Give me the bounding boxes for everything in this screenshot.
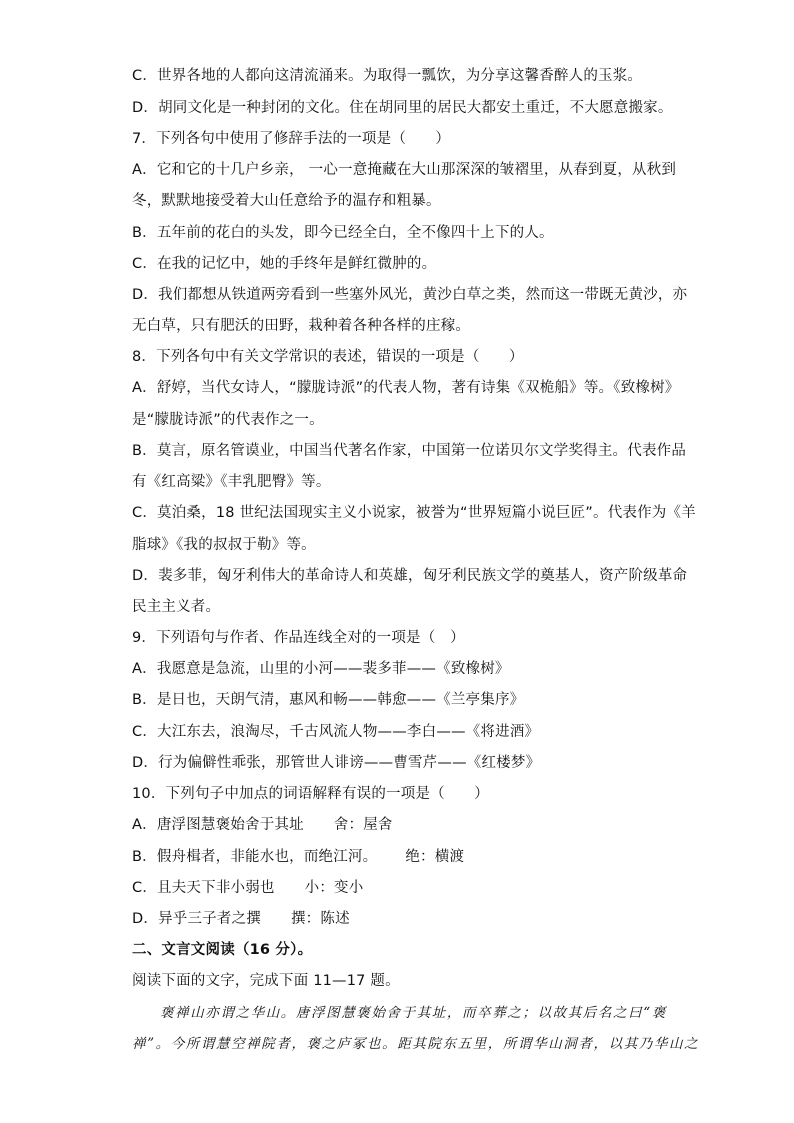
q10-option-a-gloss: 舍：屋舍 <box>333 817 393 833</box>
q10-option-b-gloss: 绝：横渡 <box>405 849 465 865</box>
q8-option-d-line1: D．裴多菲，匈牙利伟大的革命诗人和英雄，匈牙利民族文学的奠基人，资产阶级革命 <box>132 568 688 584</box>
q10-option-d-gloss: 撰：陈述 <box>290 911 350 927</box>
q10-option-c-gloss: 小：变小 <box>304 880 364 896</box>
q7-option-c: C．在我的记忆中，她的手终年是鲜红微肿的。 <box>132 256 437 272</box>
q10-option-d <box>132 909 350 929</box>
q6-option-d: D．胡同文化是一种封闭的文化。住在胡同里的居民大都安土重迁，不大愿意搬家。 <box>132 100 673 116</box>
q10-question: 10．下列句子中加点的词语解释有误的一项是（ ） <box>132 786 489 802</box>
q8-option-b-line2: 有《红高粱》《丰乳肥臀》等。 <box>132 474 331 490</box>
q8-option-d-line2: 民主主义者。 <box>132 599 221 615</box>
q8-question: 8．下列各句中有关文学常识的表述，错误的一项是（ ） <box>132 349 524 365</box>
q8-option-c-line1: C．莫泊桑，18 世纪法国现实主义小说家，被誉为“世界短篇小说巨匠”。代表作为《羊 <box>132 505 696 521</box>
q6-option-c: C．世界各地的人都向这清流涌来。为取得一瓢饮，为分享这馨香醉人的玉浆。 <box>132 68 643 84</box>
section-heading: 二、文言文阅读（16 分）。 <box>132 942 313 958</box>
reading-instruction: 阅读下面的文字，完成下面 11—17 题。 <box>132 973 400 989</box>
q8-option-a-line2: 是“朦胧诗派”的代表作之一。 <box>132 412 324 428</box>
q9-option-b: B．是日也，天朗气清，惠风和畅——韩愈——《兰亭集序》 <box>132 692 525 708</box>
q10-option-b-text: B．假舟楫者，非能水也，而绝江河。 <box>132 849 378 865</box>
q7-option-a-line2: 冬，默默地接受着大山任意给予的温存和粗暴。 <box>132 193 441 209</box>
q8-option-b-line1: B．莫言，原名管谟业，中国当代著名作家，中国第一位诺贝尔文学奖得主。代表作品 <box>132 443 687 459</box>
q9-option-c: C．大江东去，浪淘尽，千古风流人物——李白——《将进酒》 <box>132 724 540 740</box>
q10-option-c <box>132 878 363 898</box>
q9-option-a: A．我愿意是急流，山里的小河——裴多菲——《致橡树》 <box>132 661 510 677</box>
q7-option-d-line2: 无白草，只有肥沃的田野，栽种着各种各样的庄稼。 <box>132 318 471 334</box>
q7-option-b: B．五年前的花白的头发，即今已经全白，全不像四十上下的人。 <box>132 225 554 241</box>
q10-option-d-text: D．异乎三子者之撰 <box>132 911 261 927</box>
q7-option-d-line1: D．我们都想从铁道两旁看到一些塞外风光，黄沙白草之类，然而这一带既无黄沙，亦 <box>132 287 688 303</box>
q10-option-c-text: C．且夫天下非小弱也 <box>132 880 275 896</box>
q9-option-d: D．行为偏僻性乖张，那管世人诽谤——曹雪芹——《红楼梦》 <box>132 755 541 771</box>
passage-line-2: 禅”。今所谓慧空禅院者，褒之庐冢也。距其院东五里，所谓华山洞者，以其乃华山之 <box>132 1036 700 1052</box>
passage-line-1: 褒禅山亦谓之华山。唐浮图慧褒始舍于其址，而卒葬之；以故其后名之曰“褒 <box>160 1005 667 1021</box>
q10-option-b <box>132 847 464 867</box>
q9-question: 9．下列语句与作者、作品连线全对的一项是（ ） <box>132 630 465 646</box>
q7-option-a-line1: A．它和它的十几户乡亲， 一心一意掩藏在大山那深深的皱褶里，从春到夏，从秋到 <box>132 162 677 178</box>
q8-option-a-line1: A．舒婷，当代女诗人，“朦胧诗派”的代表人物，著有诗集《双桅船》等。《致橡树》 <box>132 380 680 396</box>
q7-question: 7．下列各句中使用了修辞手法的一项是（ ） <box>132 131 451 147</box>
q10-option-a-text: A．唐浮图慧褒始舍于其址 <box>132 817 304 833</box>
q8-option-c-line2: 脂球》《我的叔叔于勒》等。 <box>132 537 316 553</box>
q10-option-a <box>132 815 393 835</box>
